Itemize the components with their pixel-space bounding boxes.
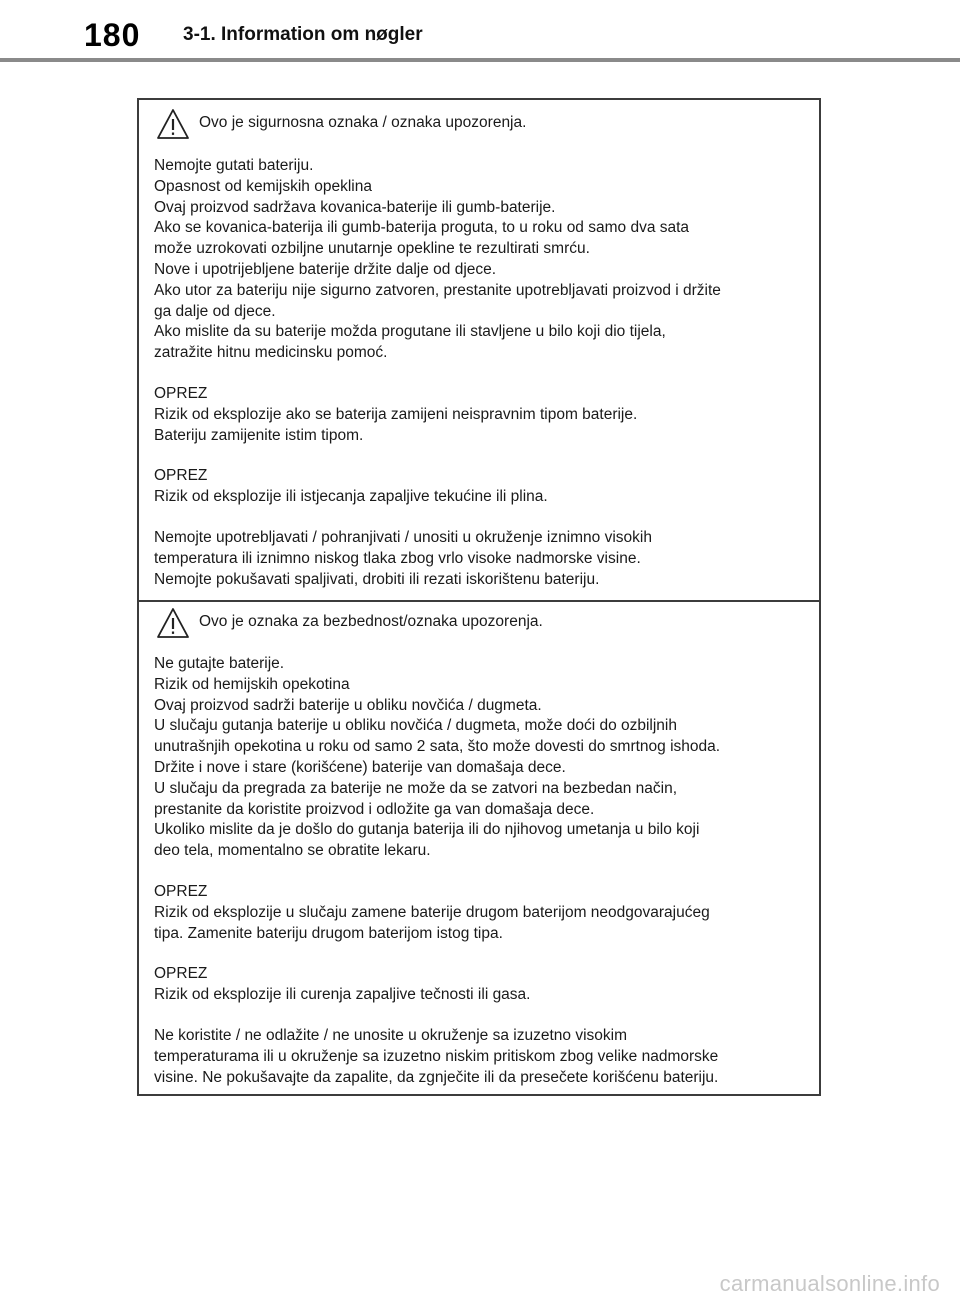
paragraph-environment-warning	[154, 1026, 805, 1088]
text-line: U slučaju da pregrada za baterije ne može da se zatvori na bezbedan način,	[154, 779, 678, 797]
text-line: Bateriju zamijenite istim tipom.	[154, 426, 364, 444]
text-line: Ne gutajte baterije.	[154, 655, 285, 672]
page-header	[0, 0, 960, 64]
section-title: 3-1. Information om nøgler	[183, 24, 423, 45]
text-line: Nemojte pokušavati spaljivati, drobiti ili rezati iskorištenu bateriju.	[154, 570, 600, 588]
text-line: ga dalje od djece.	[154, 302, 276, 320]
text-line: tipa. Zamenite bateriju drugom baterijom istog tipa.	[154, 924, 503, 942]
text-line: Opasnost od kemijskih opeklina	[154, 177, 372, 195]
warning-header	[154, 108, 805, 148]
paragraph-environment-warning	[154, 528, 805, 590]
text-line: zatražite hitnu medicinsku pomoć.	[154, 344, 388, 362]
text-line: Nemojte upotrebljavati / pohranjivati / unositi u okruženje iznimno visokih	[154, 528, 652, 546]
site-watermark[interactable]: carmanualsonline.info	[719, 1271, 940, 1296]
battery-warning-label-box	[137, 98, 821, 1096]
text-line: Ovaj proizvod sadržava kovanica-baterije ili gumb-baterije.	[154, 198, 556, 216]
text-line: Rizik od eksplozije ako se baterija zamijeni neispravnim tipom baterije.	[154, 405, 638, 423]
warning-label-text: Ovo je oznaka za bezbednost/oznaka upozorenja.	[199, 613, 543, 630]
text-line: Rizik od eksplozije u slučaju zamene baterije drugom baterijom neodgovarajućeg	[154, 903, 710, 921]
text-line: Rizik od eksplozije ili curenja zapaljive tečnosti ili gasa.	[154, 986, 531, 1004]
warning-triangle-icon	[156, 607, 190, 639]
text-line: visine. Ne pokušavajte da zapalite, da zgnječite ili da presečete korišćenu bateriju.	[154, 1068, 719, 1086]
paragraph-caution-replacement	[154, 882, 805, 944]
text-line: U slučaju gutanja baterije u obliku novčića / dugmeta, može doći do ozbiljnih	[154, 717, 677, 735]
paragraph-caution-replacement	[154, 384, 805, 446]
text-line: Nove i upotrijebljene baterije držite dalje od djece.	[154, 260, 497, 278]
text-line: Nemojte gutati bateriju.	[154, 157, 314, 174]
warning-panel-croatian	[139, 100, 819, 600]
paragraph-ingestion-warning	[154, 654, 805, 862]
header-divider	[0, 58, 960, 62]
text-line: unutrašnjih opekotina u roku od samo 2 sata, što može dovesti do smrtnog ishoda.	[154, 738, 721, 756]
text-line: OPREZ	[154, 384, 208, 402]
text-line: OPREZ	[154, 882, 208, 900]
text-line: Ako se kovanica-baterija ili gumb-baterija proguta, to u roku od samo dva sata	[154, 219, 690, 237]
text-line: temperaturama ili u okruženje sa izuzetno niskim pritiskom zbog velike nadmorske	[154, 1047, 719, 1065]
text-line: deo tela, momentalno se obratite lekaru.	[154, 842, 431, 860]
warning-triangle-icon	[156, 108, 190, 140]
text-line: Ukoliko mislite da je došlo do gutanja baterija ili do njihovog umetanja u bilo koji	[154, 821, 700, 839]
text-line: Držite i nove i stare (korišćene) baterije van domašaja dece.	[154, 758, 566, 776]
text-line: Rizik od hemijskih opekotina	[154, 675, 350, 693]
warning-panel-serbian	[139, 600, 819, 1094]
text-line: Ovaj proizvod sadrži baterije u obliku novčića / dugmeta.	[154, 696, 542, 714]
paragraph-caution-leakage	[154, 964, 805, 1006]
paragraph-ingestion-warning	[154, 156, 805, 364]
page-number: 180	[84, 17, 141, 53]
text-line: OPREZ	[154, 467, 208, 485]
warning-header	[154, 607, 805, 647]
text-line: OPREZ	[154, 965, 208, 983]
text-line: može uzrokovati ozbiljne unutarnje opekline te rezultirati smrću.	[154, 240, 590, 258]
warning-label-text: Ovo je sigurnosna oznaka / oznaka upozorenja.	[199, 114, 527, 131]
text-line: prestanite da koristite proizvod i odložite ga van domašaja dece.	[154, 800, 595, 818]
text-line: temperatura ili iznimno niskog tlaka zbog vrlo visoke nadmorske visine.	[154, 549, 641, 567]
paragraph-caution-leakage	[154, 466, 805, 508]
text-line: Ako mislite da su baterije možda progutane ili stavljene u bilo koji dio tijela,	[154, 323, 666, 341]
text-line: Rizik od eksplozije ili istjecanja zapaljive tekućine ili plina.	[154, 488, 548, 506]
text-line: Ako utor za bateriju nije sigurno zatvoren, prestanite upotrebljavati proizvod i držite	[154, 281, 721, 299]
text-line: Ne koristite / ne odlažite / ne unosite u okruženje sa izuzetno visokim	[154, 1026, 627, 1044]
